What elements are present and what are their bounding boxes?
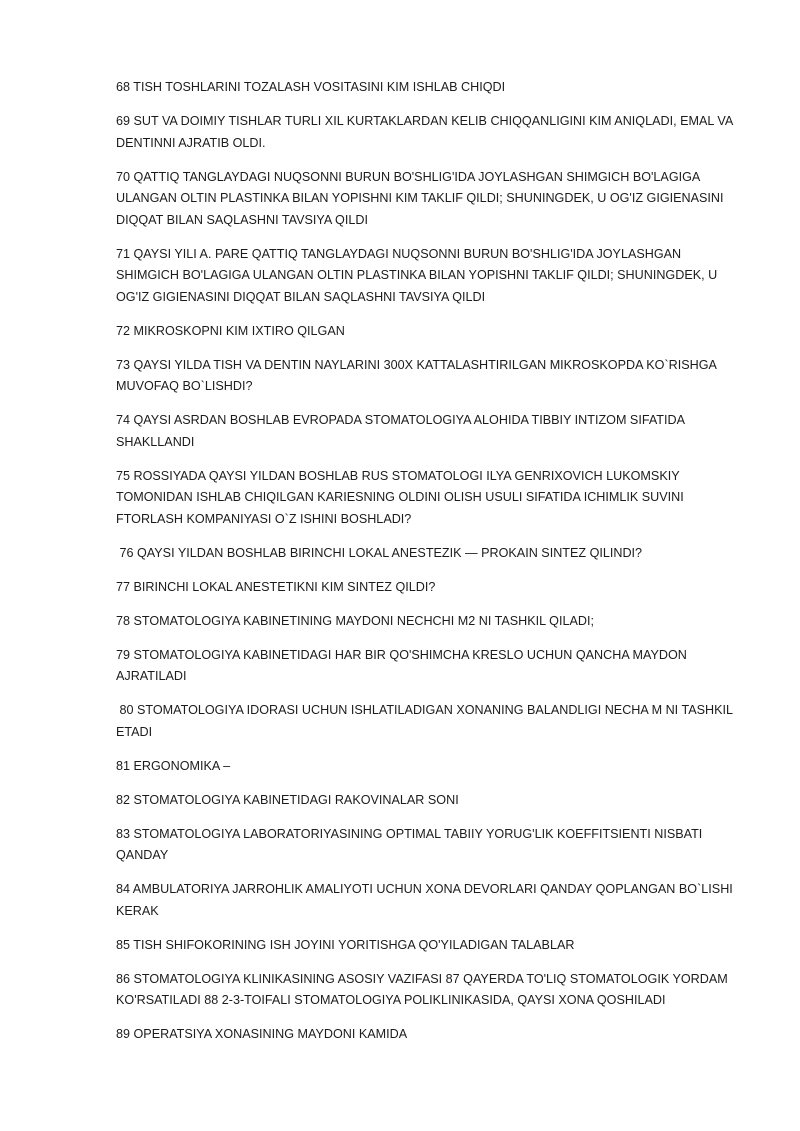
question-69: 69 SUT VA DOIMIY TISHLAR TURLI XIL KURTAKLARDAN KELIB CHIQQANLIGINI KIM ANIQLADI, EMAL VA DENTINNI AJRATIB OLDI. (116, 114, 733, 150)
question-85: 85 TISH SHIFOKORINING ISH JOYINI YORITISHGA QO'YILADIGAN TALABLAR (116, 937, 575, 952)
question-72: 72 MIKROSKOPNI KIM IXTIRO QILGAN (116, 323, 345, 338)
question-70: 70 QATTIQ TANGLAYDAGI NUQSONNI BURUN BO'SHLIG'IDA JOYLASHGAN SHIMGICH BO'LAGIGA ULANGAN OLTIN PLASTINKA BILAN YOPISHNI KIM TAKLIF QILDI; SHUNINGDEK, U OG'IZ GIGIENASINI DIQQAT BILAN SAQLASHNI TAVSIYA QILDI (116, 169, 724, 227)
question-75: 75 ROSSIYADA QAYSI YILDAN BOSHLAB RUS STOMATOLOGI ILYA GENRIXOVICH LUKOMSKIY TOMONIDAN ISHLAB CHIQILGAN KARIESNING OLDINI OLISH USULI SIFATIDA ICHIMLIK SUVINI FTORLASH KOMPANIYASI O`Z ISHINI BOSHLADI? (116, 468, 684, 526)
document-body (116, 77, 744, 1058)
question-79: 79 STOMATOLOGIYA KABINETIDAGI HAR BIR QO'SHIMCHA KRESLO UCHUN QANCHA MAYDON AJRATILADI (116, 647, 687, 683)
question-81: 81 ERGONOMIKA – (116, 758, 231, 773)
question-84: 84 AMBULATORIYA JARROHLIK AMALIYOTI UCHUN XONA DEVORLARI QANDAY QOPLANGAN BO`LISHI KERAK (116, 882, 733, 918)
question-83: 83 STOMATOLOGIYA LABORATORIYASINING OPTIMAL TABIIY YORUG'LIK KOEFFITSIENTI NISBATI QANDAY (116, 826, 703, 862)
question-89: 89 OPERATSIYA XONASINING MAYDONI KAMIDA (116, 1027, 408, 1041)
question-77: 77 BIRINCHI LOKAL ANESTETIKNI KIM SINTEZ QILDI? (116, 579, 436, 594)
question-71: 71 QAYSI YILI A. PARE QATTIQ TANGLAYDAGI NUQSONNI BURUN BO'SHLIG'IDA JOYLASHGAN SHIMGICH BO'LAGIGA ULANGAN OLTIN PLASTINKA BILAN YOPISHNI TAKLIF QILDI; SHUNINGDEK, U OG'IZ GIGIENASINI DIQQAT BILAN SAQLASHNI TAVSIYA QILDI (116, 246, 718, 304)
question-86-88: 86 STOMATOLOGIYA KLINIKASINING ASOSIY VAZIFASI 87 QAYERDA TO'LIQ STOMATOLOGIK YORDAM KO'RSATILADI 88 2-3-TOIFALI STOMATOLOGIYA POLIKLINIKASIDA, QAYSI XONA QOSHILADI (116, 971, 728, 1007)
question-78: 78 STOMATOLOGIYA KABINETINING MAYDONI NECHCHI M2 NI TASHKIL QILADI; (116, 613, 594, 628)
question-82: 82 STOMATOLOGIYA KABINETIDAGI RAKOVINALAR SONI (116, 792, 459, 807)
question-80: 80 STOMATOLOGIYA IDORASI UCHUN ISHLATILADIGAN XONANING BALANDLIGI NECHA M NI TASHKIL ETADI (116, 703, 733, 739)
question-68: 68 TISH TOSHLARINI TOZALASH VOSITASINI KIM ISHLAB CHIQDI (116, 80, 506, 94)
question-76: 76 QAYSI YILDAN BOSHLAB BIRINCHI LOKAL ANESTEZIK — PROKAIN SINTEZ QILINDI? (116, 545, 643, 560)
question-74: 74 QAYSI ASRDAN BOSHLAB EVROPADA STOMATOLOGIYA ALOHIDA TIBBIY INTIZOM SIFATIDA SHAKLLANDI (116, 413, 685, 449)
question-73: 73 QAYSI YILDA TISH VA DENTIN NAYLARINI 300X KATTALASHTIRILGAN MIKROSKOPDA KO`RISHGA MUVOFAQ BO`LISHDI? (116, 357, 717, 393)
